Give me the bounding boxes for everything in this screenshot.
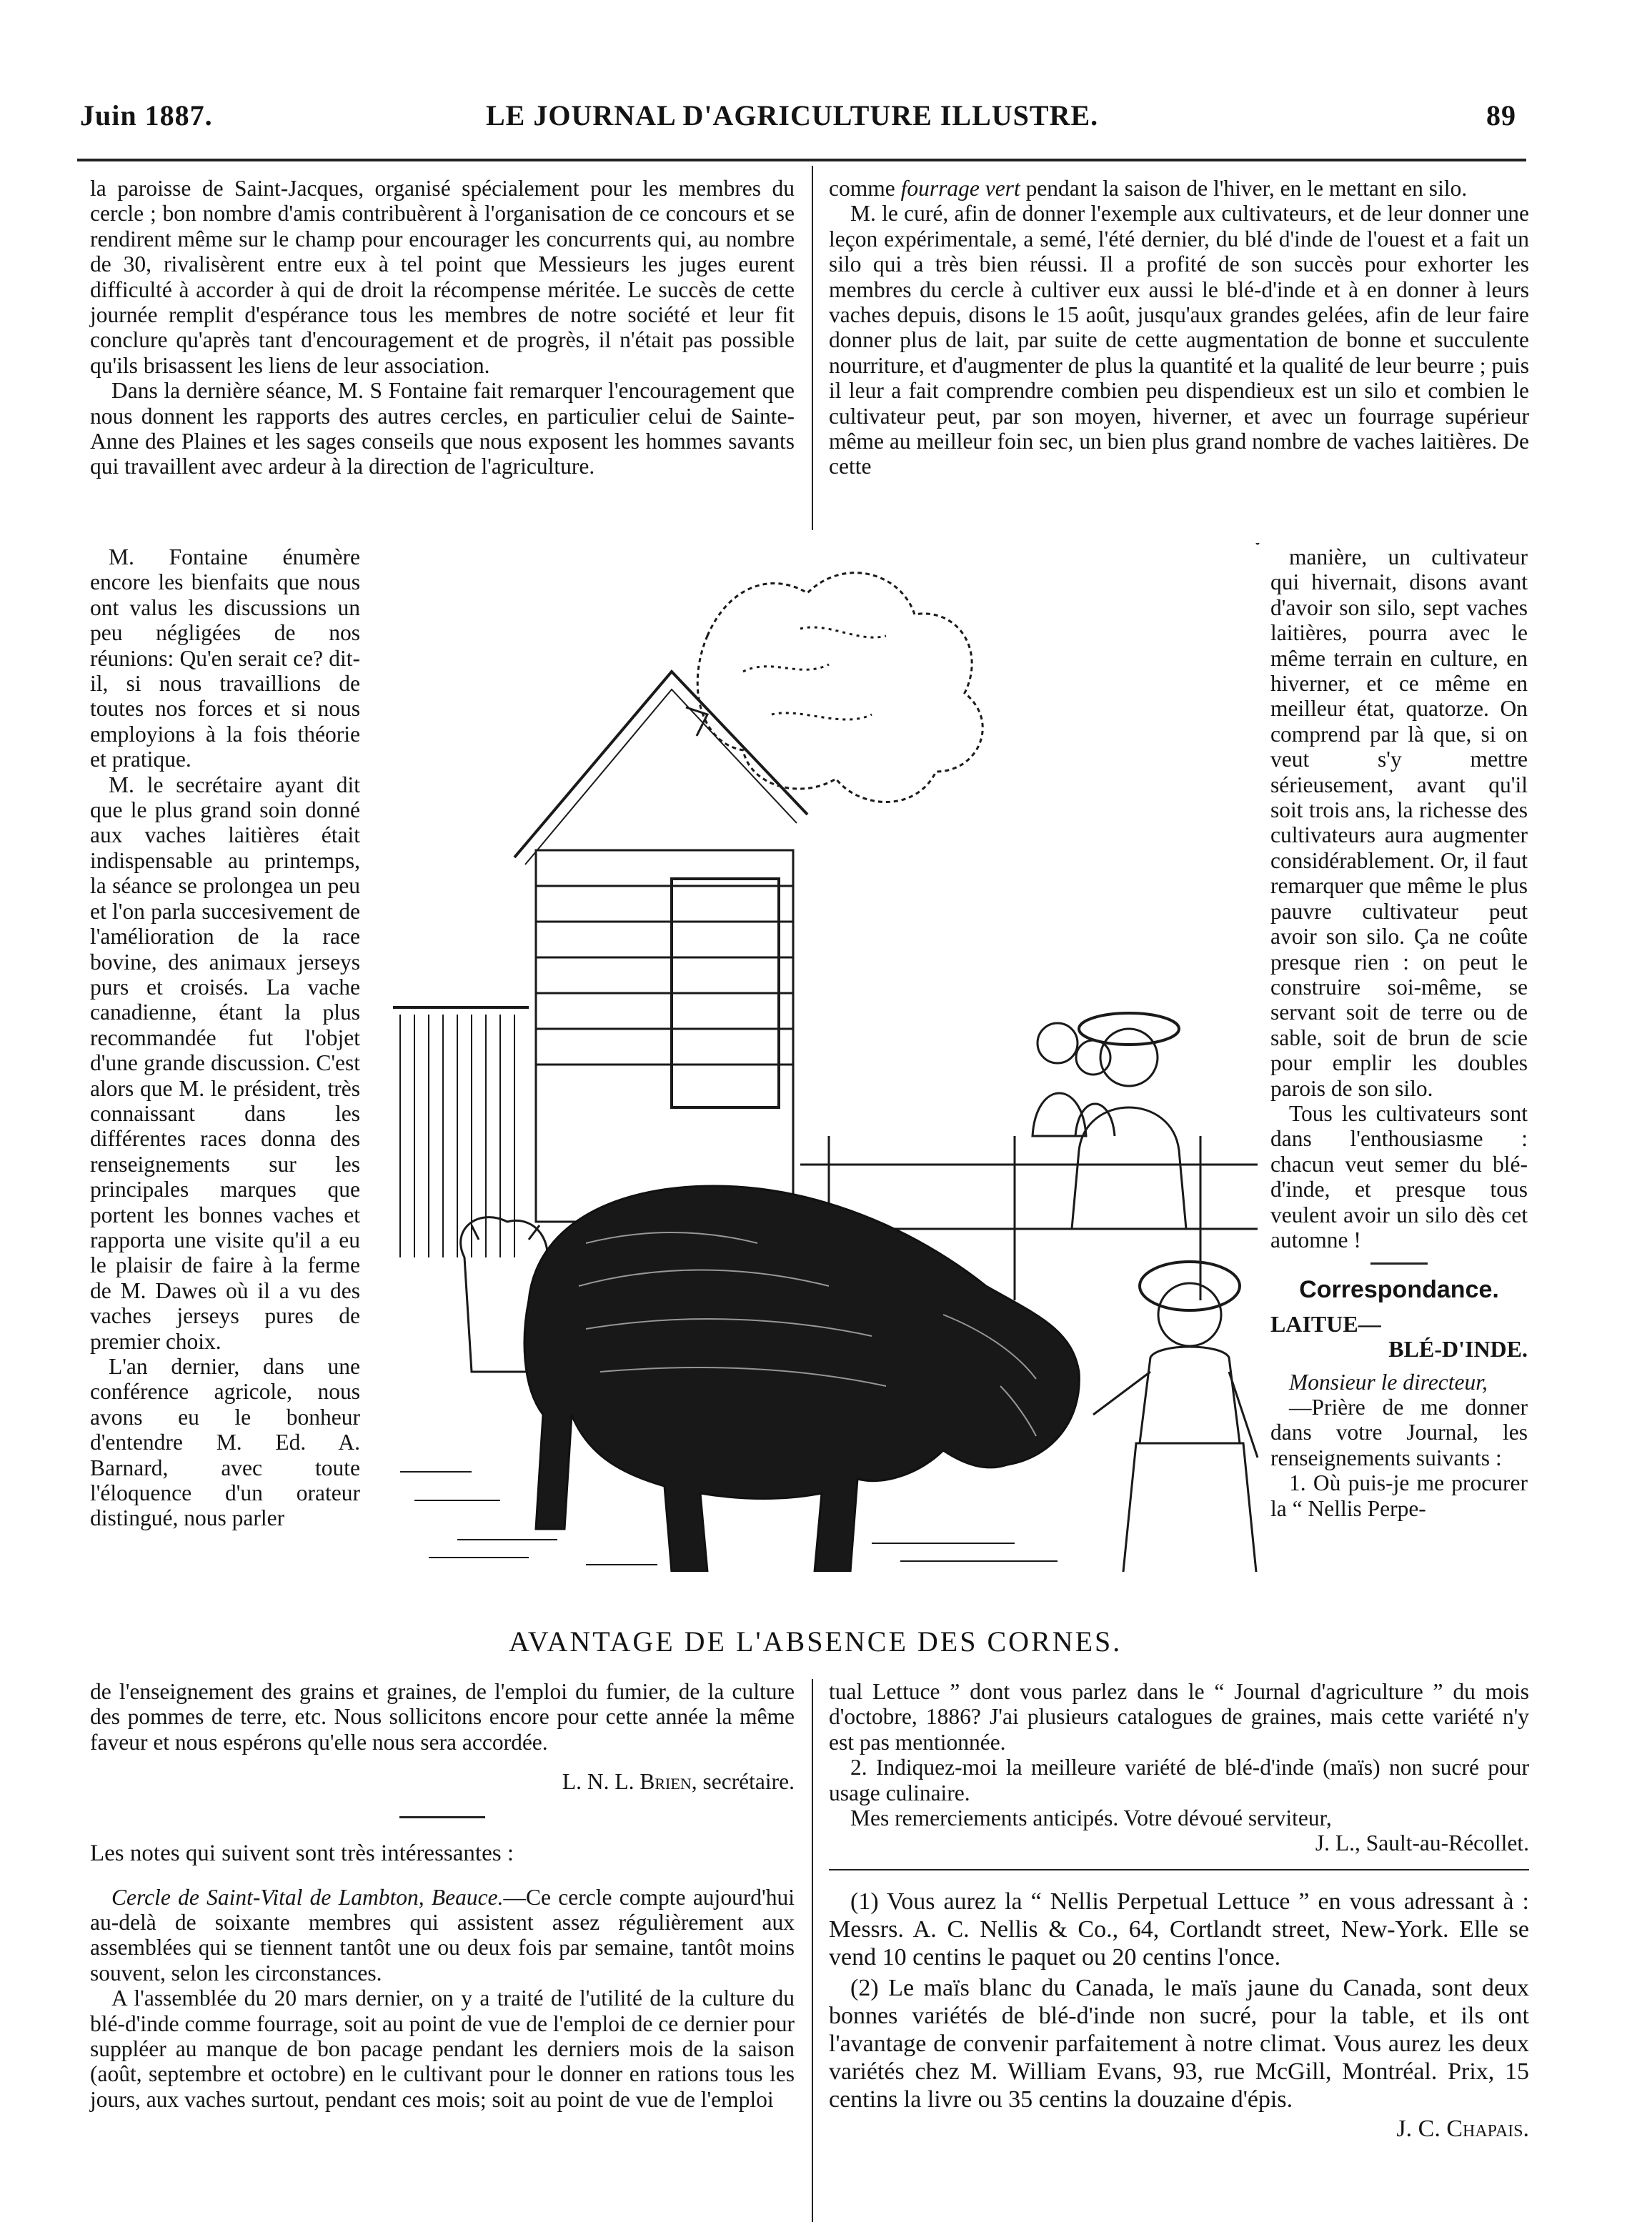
- short-divider: [1370, 1262, 1428, 1265]
- correspondence-heading: Correspondance.: [1299, 1276, 1499, 1304]
- left-narrow-column: [90, 544, 360, 1531]
- column-divider-bottom: [812, 1679, 813, 2222]
- answer-signature: J. C. Chapais.: [1396, 2115, 1529, 2142]
- correspondent-signature: J. L., Sault-au-Récollet.: [1315, 1830, 1529, 1856]
- paragraph-maniere: manière, un cultivateur qui hivernait, disons avant d'avoir son silo, sept vaches laitières, pourra avec le même terrain en culture, en hiverner, et ce même en meilleur état, quatorze. On comprend par là que, si on veut s'y mettre sérieusement, avant qu'il soit trois ans, la richesse des cultivateurs aura augmenter considérablement. Or, il faut remarquer que même le plus pauvre cultivateur peut avoir son silo. Ça ne coûte presque rien : on peut le construire soi-même, se servant soit de terre ou de sable, soit de brun de scie pour emplir les doubles parois de son silo.: [1270, 544, 1528, 1101]
- left-column-top: [90, 176, 795, 479]
- page-number: 89: [1486, 99, 1516, 131]
- answers: [829, 1888, 1529, 2143]
- engraving-image: [372, 543, 1265, 1572]
- salutation: Monsieur le directeur,: [1289, 1369, 1488, 1395]
- paragraph-fourrage: comme fourrage vert pendant la saison de l'hiver, en le mettant en silo.: [829, 176, 1468, 201]
- answer-divider: [829, 1869, 1529, 1870]
- correspondence-title-1: LAITUE—: [1270, 1310, 1381, 1337]
- section-divider: [399, 1816, 485, 1818]
- paragraph-enthousiasme: Tous les cultivateurs sont dans l'enthousiasme : chacun veut semer du blé-d'inde, et presque tous veulent avoir un silo dès cet automne !: [1270, 1100, 1528, 1252]
- bull-figure: [524, 1186, 1079, 1572]
- correspondence-title-2: BLÉ-D'INDE.: [1388, 1336, 1528, 1362]
- signature-brien: L. N. L. Brien, secrétaire.: [562, 1769, 795, 1795]
- right-column-top: [829, 176, 1529, 479]
- question-1-start: 1. Où puis-je me procurer la “ Nellis Perpe-: [1270, 1470, 1528, 1521]
- right-column-bottom: [829, 1679, 1529, 2143]
- paragraph-enseignement: de l'enseignement des grains et graines, de l'emploi du fumier, de la culture des pommes de terre, etc. Nous sollicitons encore pour cette année la même faveur et nous espérons qu'elle nous sera accordée.: [90, 1679, 795, 1755]
- illustration: [372, 543, 1265, 1572]
- answer-1: (1) Vous aurez la “ Nellis Perpetual Lettuce ” en vous adressant à : Messrs. A. C. Nellis & Co., 64, Cortlandt street, New-York. Elle se vend 10 centins le paquet ou 20 centins l'once.: [829, 1888, 1529, 1971]
- running-head-date: Juin 1887.: [80, 99, 213, 131]
- paragraph-bienfaits: M. Fontaine énumère encore les bienfaits que nous ont valus les discussions un peu négligées de nos réunions: Qu'en serait ce? dit-il, si nous travaillions de toutes nos forces et si nous employions à la fois théorie et pratique.: [90, 544, 360, 772]
- paragraph-secretaire: M. le secrétaire ayant dit que le plus grand soin donné aux vaches laitières était indispensable au printemps, la séance se prolongea un peu et l'on parla succesivement de l'amélioration de la race bovine, des animaux jerseys purs et croisés. La vache canadienne, étant la plus recommandée fut l'objet d'une grande discussion. C'est alors que M. le président, très connaissant dans les différentes races donna des renseignements sur les principales marques que portent les bonnes vaches et rapporta une visite qu'il a eu le plaisir de faire à la ferme de M. Dawes où il a vu des vaches jerseys pures de premier choix.: [90, 772, 360, 1354]
- paragraph-intro: —Prière de me donner dans votre Journal, les renseignements suivants :: [1270, 1395, 1528, 1470]
- paragraph-cure: M. le curé, afin de donner l'exemple aux cultivateurs, et de leur donner une leçon expérimentale, a semé, l'été dernier, du blé d'inde de l'ouest et a fait un silo qui a très bien réussi. Il a profité de son succès pour exhorter les membres du cercle à cultiver eux aussi le blé-d'inde et à en donner à leurs vaches depuis, disons le 15 août, jusqu'aux grandes gelées, afin de leur faire donner plus de lait, par suite de cette augmentation de bonne et succulente nourriture, et d'augmenter de plus la quantité et la qualité de leur beurre ; puis il leur a fait comprendre combien peu dispendieux est un silo et combien le cultivateur peut, par son moyen, hiverner, et avec un fourrage supérieur même au meilleur foin sec, un bien plus grand nombre de vaches laitières. De cette: [829, 201, 1529, 479]
- paragraph-concours: la paroisse de Saint-Jacques, organisé spécialement pour les membres du cercle ; bon nombre d'amis contribuèrent à l'organisation de ce concours et se rendirent même sur le champ pour encourager les concurrents qui, au nombre de 30, rivalisèrent entre eux à tel point que Messieurs les juges eurent difficulté à accorder à qui de droit la récompense méritée. Le succès de cette journée remplit d'espérance tous les membres de notre société et leur fit conclure qu'après tant d'encouragement et de progrès, il n'était pas possible qu'ils brisassent les liens de leur association.: [90, 176, 795, 378]
- question-2: 2. Indiquez-moi la meilleure variété de blé-d'inde (maïs) non sucré pour usage culinaire.: [829, 1755, 1529, 1805]
- column-divider-top: [812, 166, 813, 530]
- paragraph-barnard: L'an dernier, dans une conférence agricole, nous avons eu le bonheur d'entendre M. Ed. A. Barnard, avec toute l'éloquence d'un orateur distingué, nous parler: [90, 1354, 360, 1531]
- left-column-bottom: [90, 1679, 795, 2112]
- illustration-caption: AVANTAGE DE L'ABSENCE DES CORNES.: [509, 1625, 1123, 1658]
- paragraph-fontaine: Dans la dernière séance, M. S Fontaine fait remarquer l'encouragement que nous donnent les rapports des autres cercles, en particulier celui de Sainte-Anne des Plaines et les sages conseils que nous exposent les hommes savants qui travaillent avec ardeur à la direction de l'agriculture.: [90, 378, 795, 479]
- answer-2: (2) Le maïs blanc du Canada, le maïs jaune du Canada, sont deux bonnes variétés de blé-d'inde non sucré, pour la table, et ils ont l'avantage de convenir parfaitement à notre climat. Vous aurez les deux variétés chez M. William Evans, 93, rue McGill, Montréal. Prix, 15 centins la livre ou 35 centins la douzaine d'épis.: [829, 1974, 1529, 2113]
- header-rule: [77, 159, 1526, 161]
- question-1-continued: tual Lettuce ” dont vous parlez dans le “ Journal d'agriculture ” du mois d'octobre, 1886? J'ai plusieurs catalogues de graines, mais cette variété n'y est pas mentionnée.: [829, 1679, 1529, 1755]
- closing-thanks: Mes remerciements anticipés. Votre dévoué serviteur,: [850, 1805, 1332, 1831]
- paragraph-saint-vital: Cercle de Saint-Vital de Lambton, Beauce.—Ce cercle compte aujourd'hui au-delà de soixante membres qui assistent assez régulièrement aux assemblées qui se tiennent tantôt une ou deux fois par semaine, tantôt moins souvent, selon les circonstances.: [90, 1884, 795, 1986]
- notes-heading: Les notes qui suivent sont très intéressantes :: [90, 1840, 514, 1866]
- right-narrow-column: [1270, 544, 1528, 1521]
- paragraph-assemblee: A l'assemblée du 20 mars dernier, on y a traité de l'utilité de la culture du blé-d'inde comme fourrage, soit au point de vue de l'emploi de ce dernier pour suppléer au manque de bon pacage pendant les derniers mois de la saison (août, septembre et octobre) en le cultivant pour le donner en rations tous les jours, aux vaches surtout, pendant ces mois; soit au point de vue de l'emploi: [90, 1986, 795, 2112]
- journal-title: LE JOURNAL D'AGRICULTURE ILLUSTRE.: [486, 99, 1099, 131]
